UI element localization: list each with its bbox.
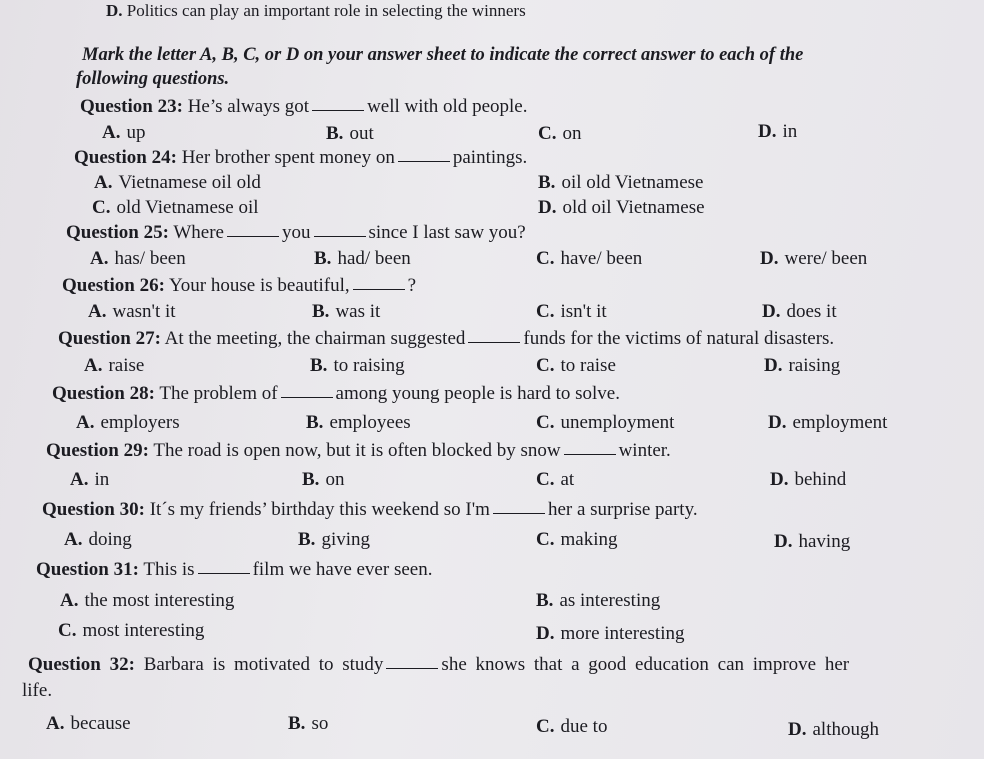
option-31-b: B. as interesting <box>536 590 661 611</box>
option-30-d: D. having <box>774 531 851 552</box>
option-24-d: D. old oil Vietnamese <box>538 197 705 218</box>
option-28-d: D. employment <box>768 412 888 433</box>
option-27-a: A. raise <box>84 355 145 376</box>
question-30: Question 30: It´s my friends’ birthday this weekend so I'm her a surprise party. <box>42 499 698 520</box>
option-29-a: A. in <box>70 469 110 490</box>
instruction-line-1: Mark the letter A, B, C, or D on your answer sheet to indicate the correct answer to each of the <box>82 45 804 65</box>
answer-blank <box>227 224 279 237</box>
option-31-c: C. most interesting <box>58 620 205 641</box>
option-25-b: B. had/ been <box>314 248 411 269</box>
question-24: Question 24: Her brother spent money on paintings. <box>74 147 528 168</box>
option-28-b: B. employees <box>306 412 411 433</box>
option-23-d: D. in <box>758 121 798 142</box>
question-25: Question 25: Where you since I last saw you? <box>66 222 526 243</box>
option-32-d: D. although <box>788 719 879 740</box>
option-27-d: D. raising <box>764 355 841 376</box>
question-31: Question 31: This is film we have ever seen. <box>36 559 433 580</box>
option-30-a: A. doing <box>64 529 132 550</box>
option-29-b: B. on <box>302 469 345 490</box>
option-28-c: C. unemployment <box>536 412 675 433</box>
option-24-b: B. oil old Vietnamese <box>538 172 704 193</box>
option-24-a: A. Vietnamese oil old <box>94 172 261 193</box>
option-27-c: C. to raise <box>536 355 616 376</box>
option-23-a: A. up <box>102 122 146 143</box>
option-32-a: A. because <box>46 713 131 734</box>
answer-blank <box>353 277 405 290</box>
option-23-c: C. on <box>538 123 582 144</box>
option-28-a: A. employers <box>76 412 180 433</box>
answer-blank <box>468 330 520 343</box>
option-26-b: B. was it <box>312 301 381 322</box>
option-31-d: D. more interesting <box>536 623 685 644</box>
question-27: Question 27: At the meeting, the chairman suggested funds for the victims of natural disasters. <box>58 328 835 349</box>
question-32: Question 32: Barbara is motivated to study she knows that a good education can improve her <box>28 654 850 675</box>
option-26-d: D. does it <box>762 301 837 322</box>
option-30-c: C. making <box>536 529 618 550</box>
option-31-a: A. the most interesting <box>60 590 235 611</box>
question-23: Question 23: He’s always got well with old people. <box>80 96 528 117</box>
question-28: Question 28: The problem of among young people is hard to solve. <box>52 383 620 404</box>
previous-option-line: D. Politics can play an important role in selecting the winners <box>106 1 526 20</box>
question-29: Question 29: The road is open now, but it is often blocked by snow winter. <box>46 440 671 461</box>
option-24-c: C. old Vietnamese oil <box>92 197 259 218</box>
answer-blank <box>386 656 438 669</box>
option-25-a: A. has/ been <box>90 248 186 269</box>
answer-blank <box>312 98 364 111</box>
option-25-c: C. have/ been <box>536 248 643 269</box>
answer-blank <box>564 442 616 455</box>
option-25-d: D. were/ been <box>760 248 868 269</box>
option-29-c: C. at <box>536 469 575 490</box>
question-32-continuation: life. <box>22 680 53 701</box>
option-30-b: B. giving <box>298 529 370 550</box>
answer-blank <box>314 224 366 237</box>
answer-blank <box>281 385 333 398</box>
option-32-c: C. due to <box>536 716 608 737</box>
option-27-b: B. to raising <box>310 355 405 376</box>
option-26-c: C. isn't it <box>536 301 607 322</box>
instruction-line-2: following questions. <box>76 69 230 89</box>
answer-blank <box>493 501 545 514</box>
option-29-d: D. behind <box>770 469 847 490</box>
answer-blank <box>198 561 250 574</box>
question-26: Question 26: Your house is beautiful, ? <box>62 275 417 296</box>
option-26-a: A. wasn't it <box>88 301 176 322</box>
option-32-b: B. so <box>288 713 329 734</box>
answer-blank <box>398 149 450 162</box>
option-23-b: B. out <box>326 123 374 144</box>
